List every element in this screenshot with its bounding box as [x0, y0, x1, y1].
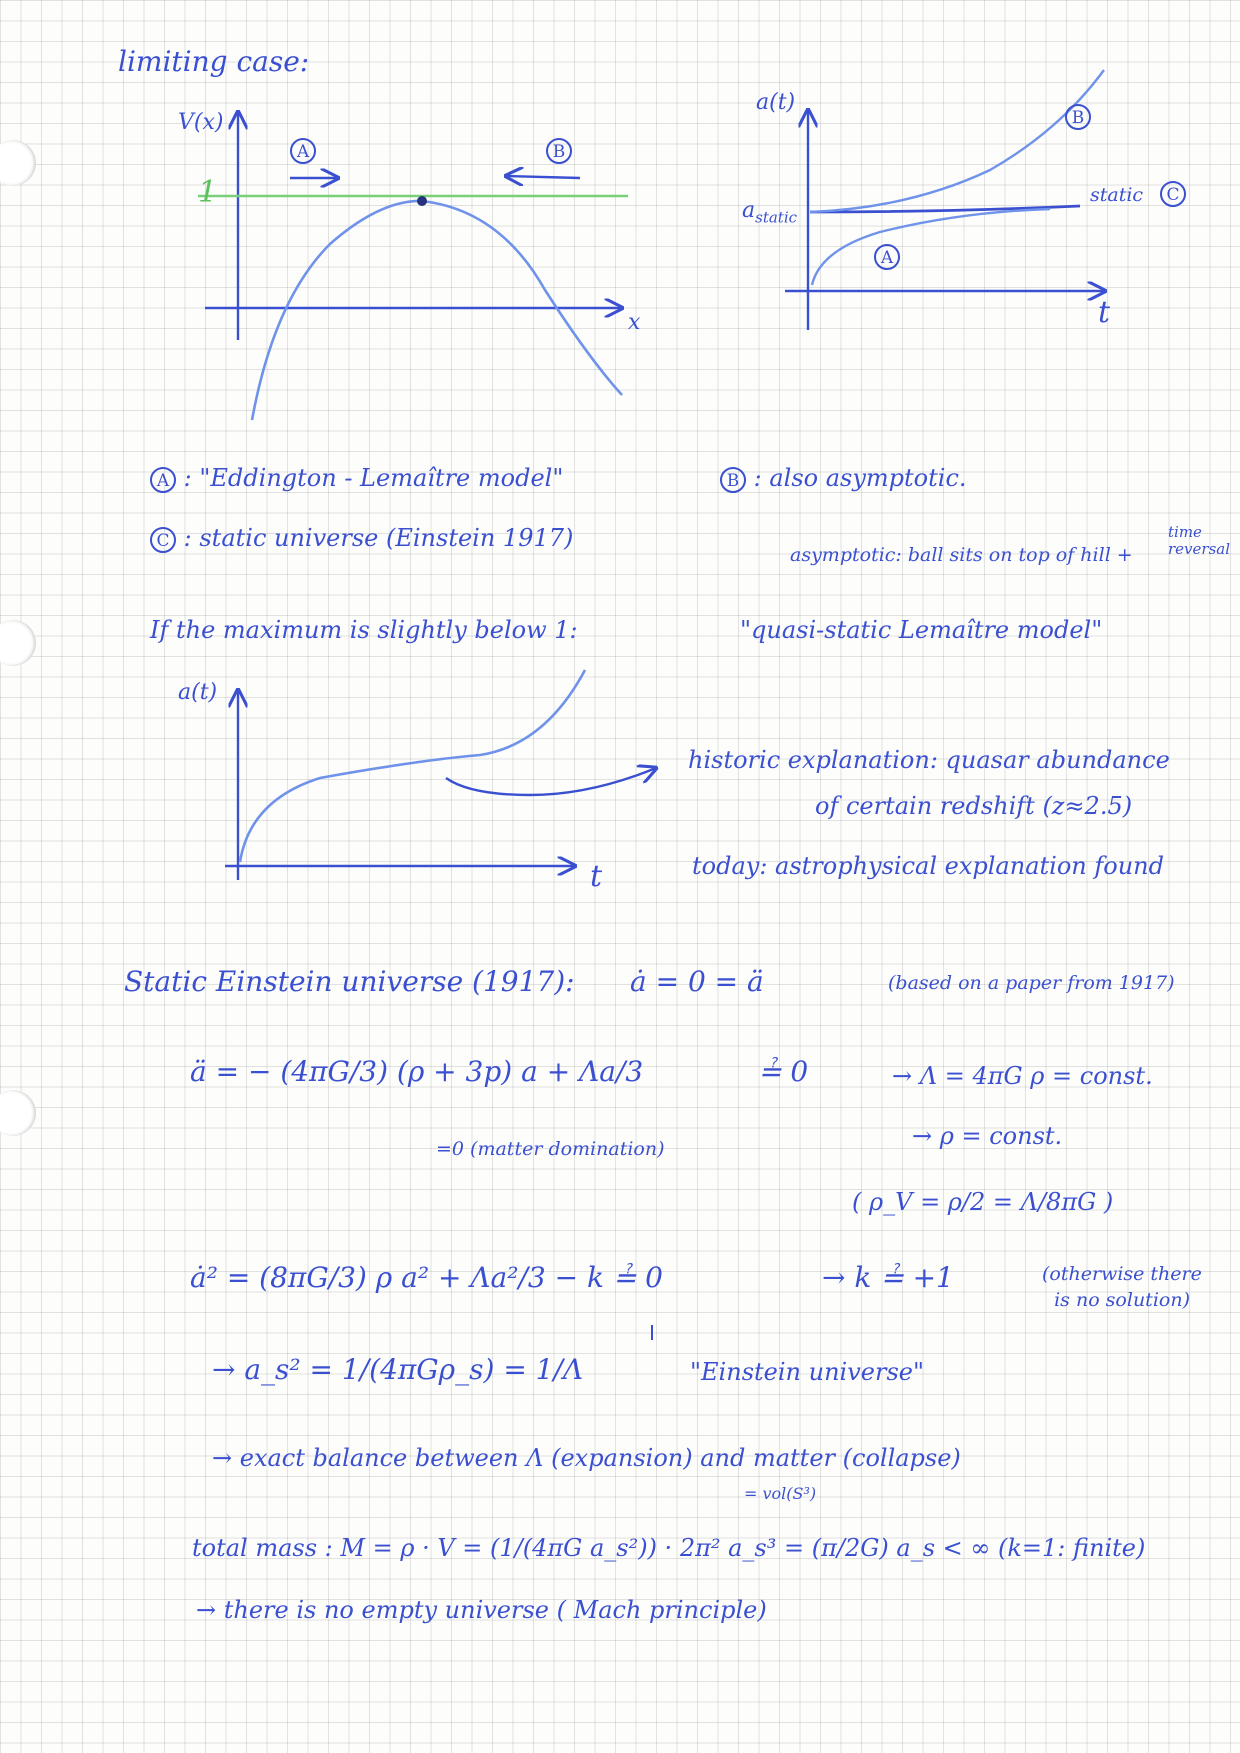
plot1-ylabel: V(x) — [178, 110, 224, 135]
legend-a: A : "Eddington - Lemaître model" — [150, 466, 563, 493]
quasi-curve — [240, 670, 585, 862]
time-reversal-note: time reversal — [1168, 523, 1231, 558]
paper-note: (based on a paper from 1917) — [888, 972, 1175, 994]
legend-b: B : also asymptotic. — [720, 466, 967, 493]
plot2-xlabel: t — [1098, 295, 1111, 330]
arrow-b — [506, 176, 580, 178]
scale-factor-plot — [785, 70, 1105, 330]
einstein-universe-label: "Einstein universe" — [690, 1358, 924, 1386]
curve-b — [810, 70, 1104, 212]
curve-a-label: A — [874, 244, 900, 270]
static-heading: Static Einstein universe (1917): — [124, 965, 575, 998]
plot3-ylabel: a(t) — [178, 680, 218, 705]
today-explanation: today: astrophysical explanation found — [692, 852, 1164, 880]
static-c-label: C — [1160, 181, 1186, 207]
asymptotic-note: asymptotic: ball sits on top of hill + — [790, 544, 1133, 566]
plot2-ylabel: a(t) — [756, 90, 796, 115]
mach-principle-line: → there is no empty universe ( Mach principle) — [196, 1596, 767, 1624]
eq-radius: → a_s² = 1/(4πGρ_s) = 1/Λ — [212, 1353, 584, 1386]
historic-explanation-1: historic explanation: quasar abundance — [688, 746, 1170, 774]
level-one-label: 1 — [198, 175, 218, 210]
volume-note: = vol(S³) — [744, 1484, 817, 1503]
maximum-point — [417, 196, 427, 206]
total-mass-eq: total mass : M = ρ · V = (1/(4πG a_s²)) · 2π² a_s³ = (π/2G) a_s < ∞ (k=1: finite) — [192, 1534, 1146, 1562]
result-lambda: → Λ = 4πG ρ = const. — [892, 1062, 1153, 1090]
historic-explanation-2: of certain redshift (z≈2.5) — [815, 792, 1133, 820]
eq-acceleration: ä = − (4πG/3) (ρ + 3p) a + Λa/3 — [190, 1055, 644, 1088]
plot1-xlabel: x — [628, 310, 641, 335]
page-title: limiting case: — [118, 45, 310, 78]
result-vacuum: ( ρ_V = ρ/2 = Λ/8πG ) — [852, 1188, 1114, 1216]
potential-curve — [252, 201, 622, 420]
plot3-xlabel: t — [590, 859, 603, 894]
quasi-condition: If the maximum is slightly below 1: — [150, 616, 578, 644]
curve-b-label: B — [1065, 104, 1091, 130]
result-k: → k ≟ +1 — [822, 1261, 954, 1294]
no-solution-note: (otherwise there is no solution) — [1042, 1263, 1202, 1311]
balance-line: → exact balance between Λ (expansion) and matter (collapse) — [212, 1444, 961, 1472]
a-static-label: $a_{static}$ — [742, 198, 798, 227]
eq-acceleration-zero: ≟ 0 — [758, 1055, 809, 1088]
quasi-static-plot — [225, 670, 656, 1340]
matter-domination-note: =0 (matter domination) — [436, 1138, 665, 1160]
quasi-model-name: "quasi-static Lemaître model" — [740, 616, 1103, 644]
result-rho: → ρ = const. — [912, 1122, 1063, 1150]
eq-friedmann: ȧ² = (8πG/3) ρ a² + Λa²/3 − k ≟ 0 — [190, 1261, 663, 1294]
pointer-arrow — [446, 768, 656, 795]
arrow-a-label: A — [290, 138, 316, 164]
curve-a — [812, 209, 1050, 285]
static-condition: ȧ = 0 = ä — [630, 965, 764, 998]
static-label: static — [1090, 184, 1144, 206]
legend-c: C : static universe (Einstein 1917) — [150, 526, 573, 553]
arrow-b-label: B — [546, 138, 572, 164]
